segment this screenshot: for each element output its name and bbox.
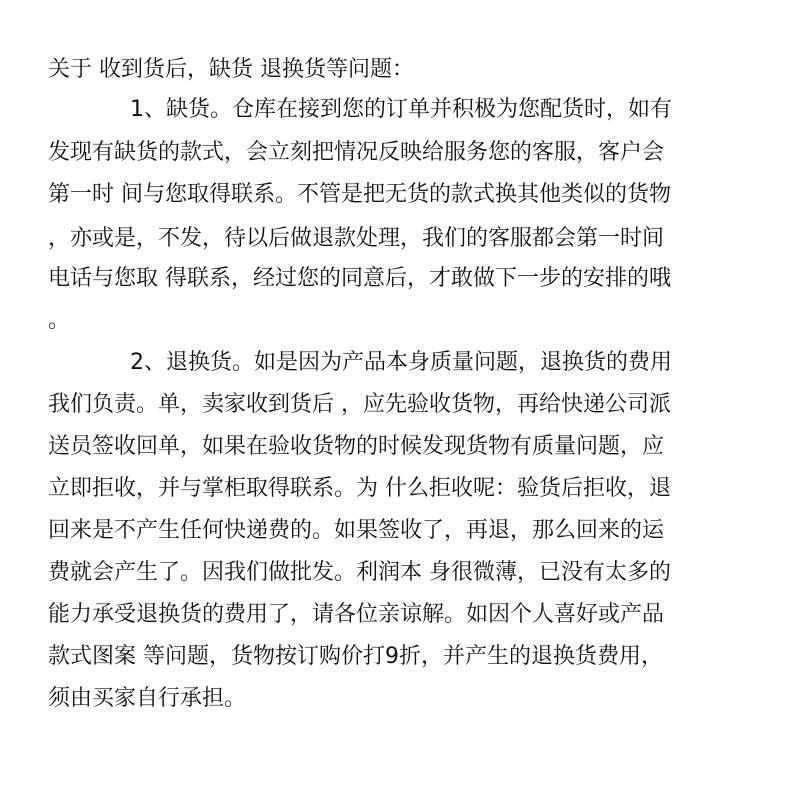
paragraph-line: 立即拒收，并与掌柜取得联系。为 什么拒收呢：验货后拒收，退: [48, 476, 671, 501]
paragraph-line: 费就会产生了。因我们做批发。利润本 身很微薄，已没有太多的: [48, 560, 671, 585]
paragraph-line: 须由买家自行承担。: [48, 686, 247, 711]
heading-line: 关于 收到货后，缺货 退换货等问题：: [48, 57, 414, 82]
paragraph-line: 2、退换货。如是因为产品本身质量问题，退换货的费用: [130, 350, 672, 375]
paragraph-line: ，亦或是，不发，待以后做退款处理，我们的客服都会第一时间: [48, 226, 665, 251]
paragraph-line: 能力承受退换货的费用了，请各位亲谅解。如因个人喜好或产品: [48, 602, 665, 627]
paragraph-line: 。: [48, 308, 71, 333]
paragraph-line: 电话与您取 得联系，经过您的同意后，才敢做下一步的安排的哦: [48, 266, 671, 291]
paragraph-line: 我们负责。单，卖家收到货后 ，应先验收货物，再给快递公司派: [48, 392, 671, 417]
paragraph-line: 1、缺货。仓库在接到您的订单并积极为您配货时，如有: [130, 97, 672, 122]
paragraph-line: 回来是不产生任何快递费的。如果签收了，再退，那么回来的运: [48, 518, 665, 543]
paragraph-line: 款式图案 等问题，货物按订购价打9折，并产生的退换货费用，: [48, 644, 663, 669]
paragraph-line: 送员签收回单，如果在验收货物的时候发现货物有质量问题，应: [48, 434, 665, 459]
paragraph-line: 发现有缺货的款式，会立刻把情况反映给服务您的客服，客户会: [48, 140, 665, 165]
paragraph-line: 第一时 间与您取得联系。不管是把无货的款式换其他类似的货物: [48, 182, 671, 207]
